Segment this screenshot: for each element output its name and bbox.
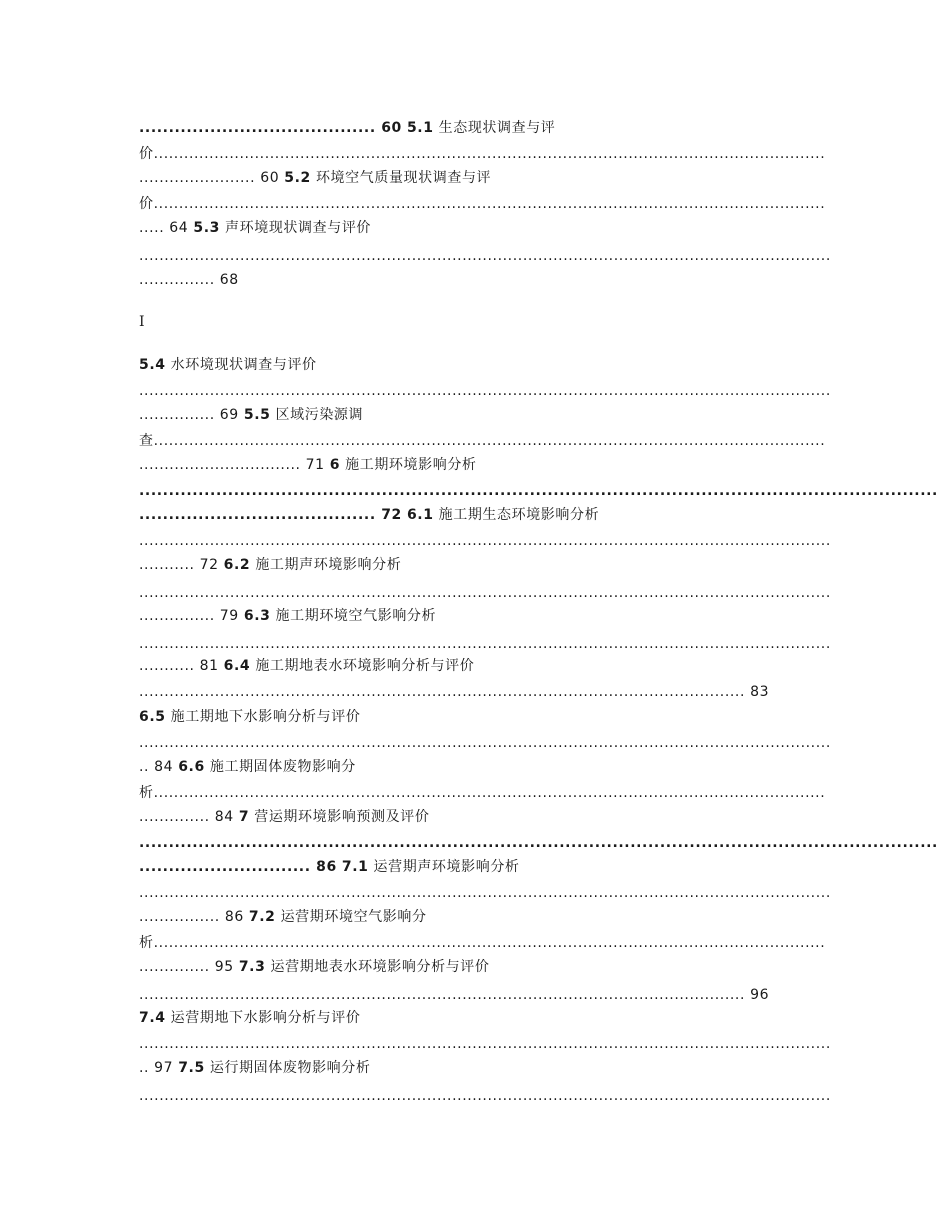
toc-line [139, 757, 811, 777]
toc-segment: 施工期生态环境影响分析 [433, 507, 600, 523]
toc-line [139, 194, 826, 214]
toc-line [139, 833, 938, 853]
toc-line [139, 1008, 811, 1028]
toc-segment: ........................................ 60 [139, 120, 402, 136]
toc-segment: 6.1 [406, 507, 434, 523]
toc-segment: 运营期环境空气影响分 [275, 909, 427, 925]
toc-segment: ......................................................................................................................................... [139, 636, 831, 652]
toc-segment: 施工期环境空气影响分析 [270, 608, 437, 624]
toc-line [139, 583, 831, 603]
toc-segment: 6.5 [139, 709, 166, 725]
toc-segment: 7.1 [341, 859, 369, 875]
toc-segment: ............... 68 [139, 272, 239, 288]
toc-segment: ........................................ 72 [139, 507, 402, 523]
toc-segment: 生态现状调查与评 [433, 120, 556, 136]
toc-segment: 施工期声环境影响分析 [250, 557, 402, 573]
toc-segment: ........... 72 [139, 557, 224, 573]
toc-segment: 区域污染源调 [270, 407, 364, 423]
toc-line [139, 783, 826, 803]
toc-segment: 价..................................................................................................................................... [139, 146, 826, 162]
toc-segment: 声环境现状调查与评价 [219, 220, 372, 236]
toc-segment: 运行期固体废物影响分析 [204, 1060, 371, 1076]
toc-segment: ................ 86 [139, 909, 249, 925]
toc-segment: 6.6 [178, 759, 205, 775]
toc-segment: 环境空气质量现状调查与评 [310, 170, 492, 186]
toc-segment: 施工期地表水环境影响分析与评价 [250, 658, 475, 674]
toc-line [139, 682, 811, 702]
toc-segment: 7.2 [248, 909, 276, 925]
toc-segment: 析..................................................................................................................................... [139, 935, 826, 951]
toc-line [139, 246, 831, 266]
toc-segment: 7.5 [178, 1060, 205, 1076]
toc-line [139, 218, 811, 238]
toc-line [139, 707, 811, 727]
toc-segment: 5.5 [243, 407, 271, 423]
toc-segment: ......................................................................................................................................... [139, 885, 831, 901]
toc-segment: 施工期固体废物影响分 [204, 759, 356, 775]
toc-line [139, 381, 831, 401]
toc-segment: .............. 95 [139, 959, 239, 975]
toc-segment: 运营期地下水影响分析与评价 [165, 1010, 361, 1026]
toc-line [139, 957, 811, 977]
toc-segment: ............... 69 [139, 407, 244, 423]
page-marker: I [139, 314, 145, 330]
toc-line [139, 355, 811, 375]
toc-segment: 7.4 [139, 1010, 166, 1026]
toc-segment: ................................ 71 [139, 457, 330, 473]
toc-segment: ............... 79 [139, 608, 244, 624]
toc-segment: 7.3 [238, 959, 266, 975]
toc-line [139, 555, 811, 575]
toc-line [139, 505, 811, 525]
toc-segment: 6.2 [223, 557, 251, 573]
toc-line [139, 431, 826, 451]
toc-segment: ....................................................................................................................................... [139, 483, 938, 499]
toc-line [139, 907, 811, 927]
toc-segment: ....................... 60 [139, 170, 285, 186]
toc-segment: 5.3 [193, 220, 220, 236]
toc-segment: ......................................................................................................................................... [139, 735, 831, 751]
toc-segment: ......................................................................................................................................... [139, 585, 831, 601]
toc-segment: 5.2 [284, 170, 311, 186]
toc-line [139, 807, 811, 827]
toc-segment: ......................................................................................................................................... [139, 383, 831, 399]
toc-segment: .............. 84 [139, 809, 239, 825]
toc-segment: 7 [238, 809, 250, 825]
toc-segment: 营运期环境影响预测及评价 [249, 809, 430, 825]
toc-segment: ......................................................................................................................................... [139, 1088, 831, 1104]
toc-line [139, 733, 831, 753]
toc-segment: 施工期环境影响分析 [340, 457, 477, 473]
toc-line [139, 1034, 831, 1054]
toc-segment: 析..................................................................................................................................... [139, 785, 826, 801]
toc-line [139, 933, 826, 953]
toc-line [139, 1086, 831, 1106]
toc-line [139, 883, 831, 903]
toc-line [139, 857, 811, 877]
toc-segment: ..... 64 [139, 220, 194, 236]
toc-segment: 运营期声环境影响分析 [368, 859, 520, 875]
toc-line [139, 656, 811, 676]
toc-segment: 运营期地表水环境影响分析与评价 [265, 959, 490, 975]
toc-line [139, 606, 811, 626]
toc-line [139, 634, 831, 654]
toc-line [139, 144, 826, 164]
toc-line [139, 985, 811, 1005]
toc-segment: .. 97 [139, 1060, 179, 1076]
toc-segment: 查..................................................................................................................................... [139, 433, 826, 449]
toc-line [139, 455, 811, 475]
toc-segment: ............................. 86 [139, 859, 337, 875]
toc-segment: ......................................................................................................................................... [139, 533, 831, 549]
toc-segment: 6.3 [243, 608, 271, 624]
toc-segment: ......................................................................................................................................... [139, 248, 831, 264]
toc-line [139, 405, 811, 425]
toc-segment: 5.1 [406, 120, 434, 136]
toc-line [139, 168, 811, 188]
toc-line [139, 1058, 811, 1078]
toc-segment: ........... 81 [139, 658, 224, 674]
toc-line [139, 531, 831, 551]
toc-segment: 施工期地下水影响分析与评价 [165, 709, 361, 725]
toc-line [139, 481, 938, 501]
toc-line [139, 118, 811, 138]
toc-segment: 价..................................................................................................................................... [139, 196, 826, 212]
toc-line [139, 270, 811, 290]
toc-segment: 6.4 [223, 658, 251, 674]
toc-segment: ........................................................................................................................ 83 [139, 684, 770, 700]
toc-segment: 5.4 [139, 357, 166, 373]
toc-segment: 6 [329, 457, 341, 473]
toc-segment: ........................................................................................................................ 96 [139, 987, 770, 1003]
toc-segment: .. 84 [139, 759, 179, 775]
toc-segment: 水环境现状调查与评价 [165, 357, 317, 373]
toc-segment: ....................................................................................................................................... [139, 835, 938, 851]
toc-segment: ......................................................................................................................................... [139, 1036, 831, 1052]
